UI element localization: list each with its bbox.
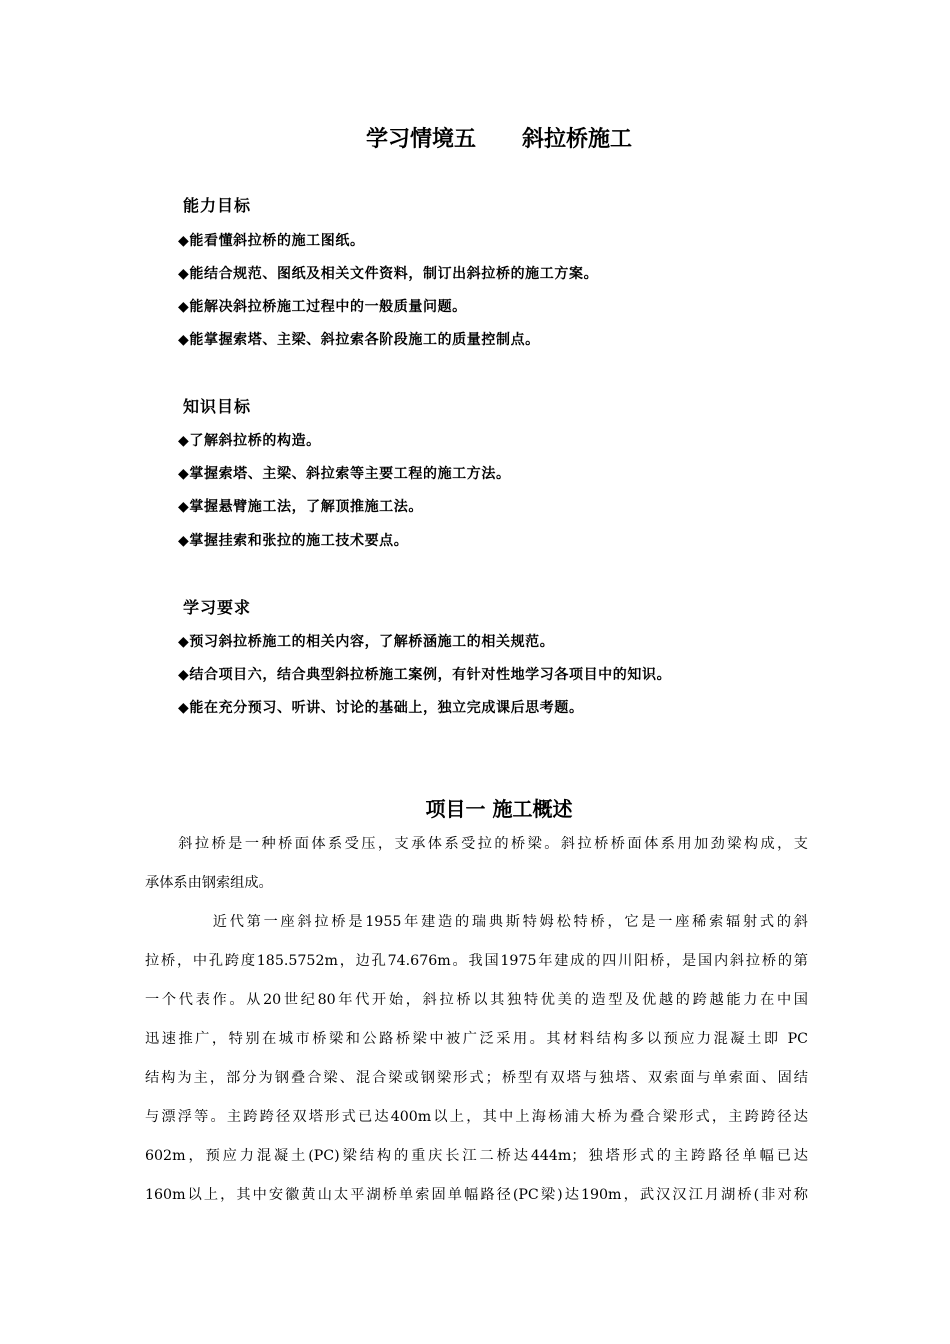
- list-item: ◆能解决斜拉桥施工过程中的一般质量问题。: [178, 299, 467, 315]
- list-item: ◆掌握索塔、主梁、斜拉索等主要工程的施工方法。: [178, 466, 511, 482]
- list-item: ◆能在充分预习、听讲、讨论的基础上，独立完成课后思考题。: [178, 700, 584, 716]
- list-item: ◆能结合规范、图纸及相关文件资料，制订出斜拉桥的施工方案。: [178, 266, 599, 282]
- project-title: 项目一 施工概述: [425, 797, 573, 821]
- paragraph-line: 160m以上，其中安徽黄山太平湖桥单索固单幅路径(PC梁)达190m，武汉汉江月湖桥(非对称: [145, 1187, 808, 1203]
- paragraph-line: 迅速推广，特别在城市桥梁和公路桥梁中被广泛采用。其材料结构多以预应力混凝土即 PC: [145, 1031, 808, 1047]
- paragraph-line: 602m，预应力混凝土(PC)梁结构的重庆长江二桥达444m；独塔形式的主跨路径单幅已达: [145, 1148, 808, 1164]
- list-item: ◆结合项目六，结合典型斜拉桥施工案例，有针对性地学习各项目中的知识。: [178, 667, 672, 683]
- paragraph-line: 一个代表作。从20世纪80年代开始，斜拉桥以其独特优美的造型及优越的跨越能力在中国: [145, 992, 808, 1008]
- paragraph-line: 拉桥，中孔跨度185.5752m，边孔74.676m。我国1975年建成的四川阳桥，是国内斜拉桥的第: [145, 953, 808, 969]
- list-item: ◆掌握悬臂施工法，了解顶推施工法。: [178, 499, 423, 515]
- document-title: 学习情境五 斜拉桥施工: [366, 126, 632, 152]
- list-item: ◆能看懂斜拉桥的施工图纸。: [178, 233, 365, 249]
- paragraph-line: 承体系由钢索组成。: [145, 875, 273, 891]
- section-heading-knowledge-goals: 知识目标: [183, 397, 252, 416]
- paragraph-line: 结构为主，部分为钢叠合梁、混合梁或钢梁形式；桥型有双塔与独塔、双索面与单索面、固结: [145, 1070, 808, 1086]
- paragraph-line: 近代第一座斜拉桥是1955年建造的瑞典斯特姆松特桥，它是一座稀索辐射式的斜: [145, 914, 808, 930]
- list-item: ◆能掌握索塔、主梁、斜拉索各阶段施工的质量控制点。: [178, 332, 540, 348]
- paragraph-line: 斜拉桥是一种桥面体系受压，支承体系受拉的桥梁。斜拉桥桥面体系用加劲梁构成，支: [145, 836, 808, 852]
- section-heading-ability-goals: 能力目标: [183, 196, 252, 215]
- list-item: ◆了解斜拉桥的构造。: [178, 433, 321, 449]
- section-heading-study-requirements: 学习要求: [183, 598, 252, 617]
- list-item: ◆掌握挂索和张拉的施工技术要点。: [178, 533, 409, 549]
- paragraph-line: 与漂浮等。主跨跨径双塔形式已达400m以上，其中上海杨浦大桥为叠合梁形式，主跨跨径达: [145, 1109, 808, 1125]
- list-item: ◆预习斜拉桥施工的相关内容，了解桥涵施工的相关规范。: [178, 634, 555, 650]
